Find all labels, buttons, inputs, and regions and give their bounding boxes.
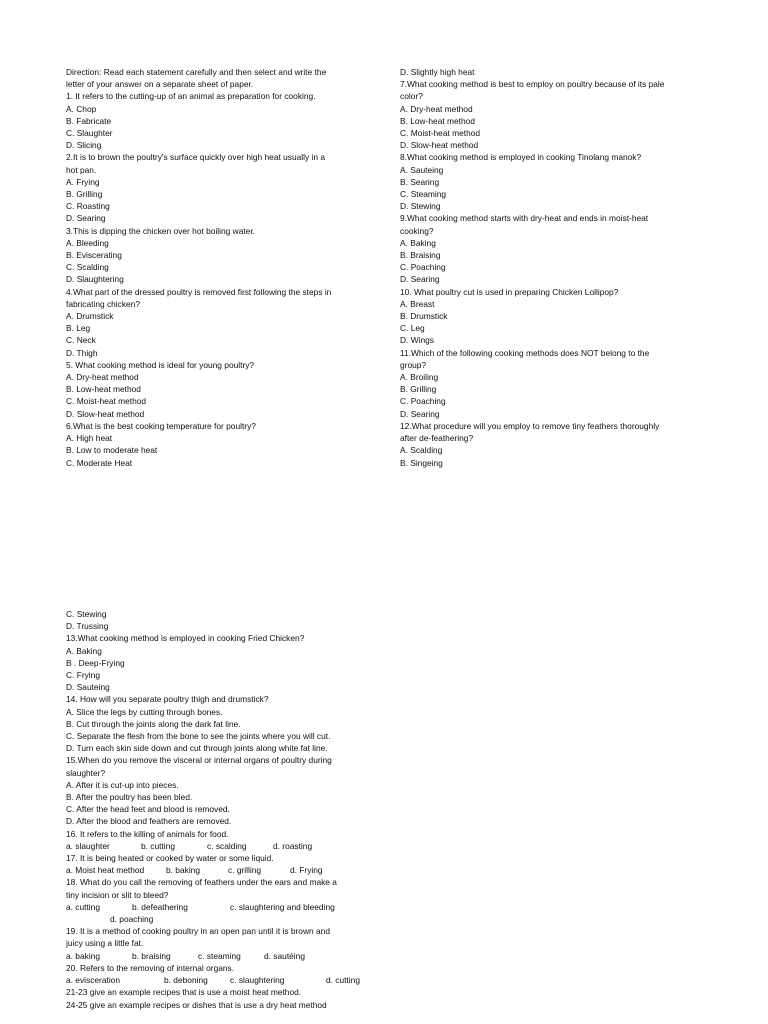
- question-line: C. Leg: [400, 323, 425, 334]
- question-line: 10. What poultry cut is used in preparing Chicken Lollipop?: [400, 286, 619, 297]
- q20-option-c: c. slaughtering: [230, 975, 285, 986]
- q20-option-a: a. evisceration: [66, 975, 120, 986]
- question-line: 13.What cooking method is employed in cooking Fried Chicken?: [66, 633, 305, 644]
- question-line: D. Thigh: [66, 347, 98, 358]
- question-line: D. Stewing: [400, 201, 441, 212]
- q18-text-1: 18. What do you call the removing of feathers under the ears and make a: [66, 877, 337, 888]
- question-line: 16. It refers to the killing of animals for food.: [66, 828, 229, 839]
- question-line: cooking?: [400, 225, 434, 236]
- question-line: C. Poaching: [400, 262, 446, 273]
- q20-text: 20. Refers to the removing of internal organs.: [66, 962, 235, 973]
- question-line: A. Breast: [400, 298, 435, 309]
- question-line: D. Searing: [400, 408, 440, 419]
- question-line: C. Steaming: [400, 189, 447, 200]
- question-line: B. Leg: [66, 323, 91, 334]
- question-line: 12.What procedure will you employ to remove tiny feathers thoroughly: [400, 420, 660, 431]
- question-line: A. Broiling: [400, 372, 439, 383]
- question-line: A. After it is cut-up into pieces.: [66, 779, 179, 790]
- question-line: C. Neck: [66, 335, 96, 346]
- question-line: A. Bleeding: [66, 237, 109, 248]
- q19-option-c: c. steaming: [198, 950, 241, 961]
- question-line: C. Frying: [66, 670, 100, 681]
- question-line: group?: [400, 359, 427, 370]
- question-line: B. Low-heat method: [66, 384, 141, 395]
- question-line: A. Dry-heat method: [400, 103, 473, 114]
- question-line: 2.It is to brown the poultry's surface quickly over high heat usually in a: [66, 152, 326, 163]
- question-line: D. Slightly high heat: [400, 67, 475, 77]
- q17-options: [66, 864, 386, 876]
- question-line: C. After the head feet and blood is removed.: [66, 804, 230, 815]
- q18-option-d: d. poaching: [110, 914, 154, 925]
- question-line: C. Scalding: [66, 262, 109, 273]
- q18-option-c: c. slaughtering and bleeding: [230, 901, 335, 912]
- question-line: 4.What part of the dressed poultry is removed first following the steps in: [66, 286, 332, 297]
- left-question-column: [66, 66, 366, 469]
- question-line: B . Deep-Frying: [66, 657, 125, 668]
- question-line: 1. It refers to the cutting-up of an animal as preparation for cooking.: [66, 91, 316, 102]
- question-line: B. Grilling: [66, 189, 103, 200]
- question-line: D. Wings: [400, 335, 434, 346]
- question-line: C. Roasting: [66, 201, 110, 212]
- question-line: 6.What is the best cooking temperature for poultry?: [66, 420, 256, 431]
- question-line: D. Sauteing: [66, 682, 110, 693]
- question-line: C. Slaughter: [66, 128, 113, 139]
- question-line: D. Searing: [400, 274, 440, 285]
- question-line: D. Slaughtering: [66, 274, 124, 285]
- q19-option-a: a. baking: [66, 950, 100, 961]
- question-line: 9.What cooking method starts with dry-heat and ends in moist-heat: [400, 213, 649, 224]
- question-line: 15.When do you remove the visceral or internal organs of poultry during: [66, 755, 332, 766]
- q17-option-d: d. Frying: [290, 865, 323, 876]
- q19-text-1: 19. It is a method of cooking poultry in an open pan until it is brown and: [66, 926, 330, 937]
- question-line: B. Braising: [400, 250, 441, 261]
- q16-option-d: d. roasting: [273, 840, 313, 851]
- right-question-column: [400, 66, 700, 469]
- question-line: hot pan.: [66, 164, 97, 175]
- question-line: D. Searing: [66, 213, 106, 224]
- question-line: C. Moist-heat method: [400, 128, 481, 139]
- question-line: B. Singeing: [400, 457, 443, 468]
- q18-text-2: tiny incision or slit to bleed?: [66, 889, 169, 900]
- question-line: C. Moderate Heat: [66, 457, 133, 468]
- question-line: D. After the blood and feathers are removed.: [66, 816, 232, 827]
- question-line: D. Slow-heat method: [66, 408, 145, 419]
- q16-options: [66, 840, 386, 852]
- question-line: 11.Which of the following cooking methods does NOT belong to the: [400, 347, 650, 358]
- q18-option-a: a. cutting: [66, 901, 100, 912]
- question-line: B. Low to moderate heat: [66, 445, 158, 456]
- question-line: B. Drumstick: [400, 311, 448, 322]
- lower-question-column: [66, 608, 386, 1011]
- question-line: B. Grilling: [400, 384, 437, 395]
- question-line: A. Baking: [400, 237, 436, 248]
- question-line: B. Fabricate: [66, 115, 112, 126]
- question-line: A. Baking: [66, 645, 102, 656]
- q16-option-b: b. cutting: [141, 840, 175, 851]
- question-line: C. Moist-heat method: [66, 396, 147, 407]
- q20-options: [66, 974, 386, 986]
- question-line: fabricating chicken?: [66, 298, 141, 309]
- question-line: letter of your answer on a separate sheet of paper.: [66, 79, 254, 90]
- question-line: D. Turn each skin side down and cut through joints along white fat line.: [66, 743, 328, 754]
- question-line: B. Low-heat method: [400, 115, 475, 126]
- q16-option-c: c. scalding: [207, 840, 247, 851]
- question-line: A. Chop: [66, 103, 97, 114]
- q19-options: [66, 950, 386, 962]
- question-line: color?: [400, 91, 423, 102]
- q17-option-b: b. baking: [166, 865, 200, 876]
- question-line: D. Slicing: [66, 140, 102, 151]
- q20-option-b: b. deboning: [164, 975, 208, 986]
- question-line: Direction: Read each statement carefully and then select and write the: [66, 67, 327, 77]
- question-line: 3.This is dipping the chicken over hot boiling water.: [66, 225, 256, 236]
- question-line: A. Slice the legs by cutting through bones.: [66, 706, 223, 717]
- question-line: A. Dry-heat method: [66, 372, 139, 383]
- q18-option-b: b. defeathering: [132, 901, 188, 912]
- question-line: slaughter?: [66, 767, 106, 778]
- q17-option-c: c. grilling: [228, 865, 262, 876]
- q20-option-d: d. cutting: [326, 975, 360, 986]
- q19-option-b: b. braising: [132, 950, 171, 961]
- question-line: B. After the poultry has been bled.: [66, 792, 193, 803]
- question-line: 8.What cooking method is employed in cooking Tinolang manok?: [400, 152, 642, 163]
- q19-option-d: d. sautéing: [264, 950, 305, 961]
- question-line: A. Drumstick: [66, 311, 114, 322]
- question-line: C. Stewing: [66, 609, 107, 619]
- question-line: B. Eviscerating: [66, 250, 122, 261]
- question-line: A. Frying: [66, 176, 100, 187]
- q19-text-2: juicy using a little fat.: [66, 938, 144, 949]
- question-line: C. Separate the flesh from the bone to see the joints where you will cut.: [66, 731, 331, 742]
- question-line: 5. What cooking method is ideal for young poultry?: [66, 359, 255, 370]
- question-line: A. High heat: [66, 433, 113, 444]
- q17-option-a: a. Moist heat method: [66, 865, 145, 876]
- question-line: 14. How will you separate poultry thigh and drumstick?: [66, 694, 269, 705]
- question-line: A. Sauteing: [400, 164, 444, 175]
- question-line: 7.What cooking method is best to employ on poultry because of its pale: [400, 79, 665, 90]
- q17-text: 17. It is being heated or cooked by water or some liquid.: [66, 853, 274, 864]
- question-line: D. Slow-heat method: [400, 140, 479, 151]
- question-line: A. Scalding: [400, 445, 443, 456]
- question-line: D. Trussing: [66, 621, 109, 632]
- lower-question-lines: [66, 608, 386, 840]
- question-line: after de-feathering?: [400, 433, 474, 444]
- q21-23-text: 21-23 give an example recipes that is use a moist heat method.: [66, 987, 302, 998]
- question-line: B. Searing: [400, 176, 440, 187]
- question-line: B. Cut through the joints along the dark fat line.: [66, 718, 241, 729]
- q18-options: [66, 901, 386, 913]
- question-line: C. Poaching: [400, 396, 446, 407]
- q16-option-a: a. slaughter: [66, 840, 110, 851]
- q24-25-text: 24-25 give an example recipes or dishes that is use a dry heat method: [66, 999, 327, 1010]
